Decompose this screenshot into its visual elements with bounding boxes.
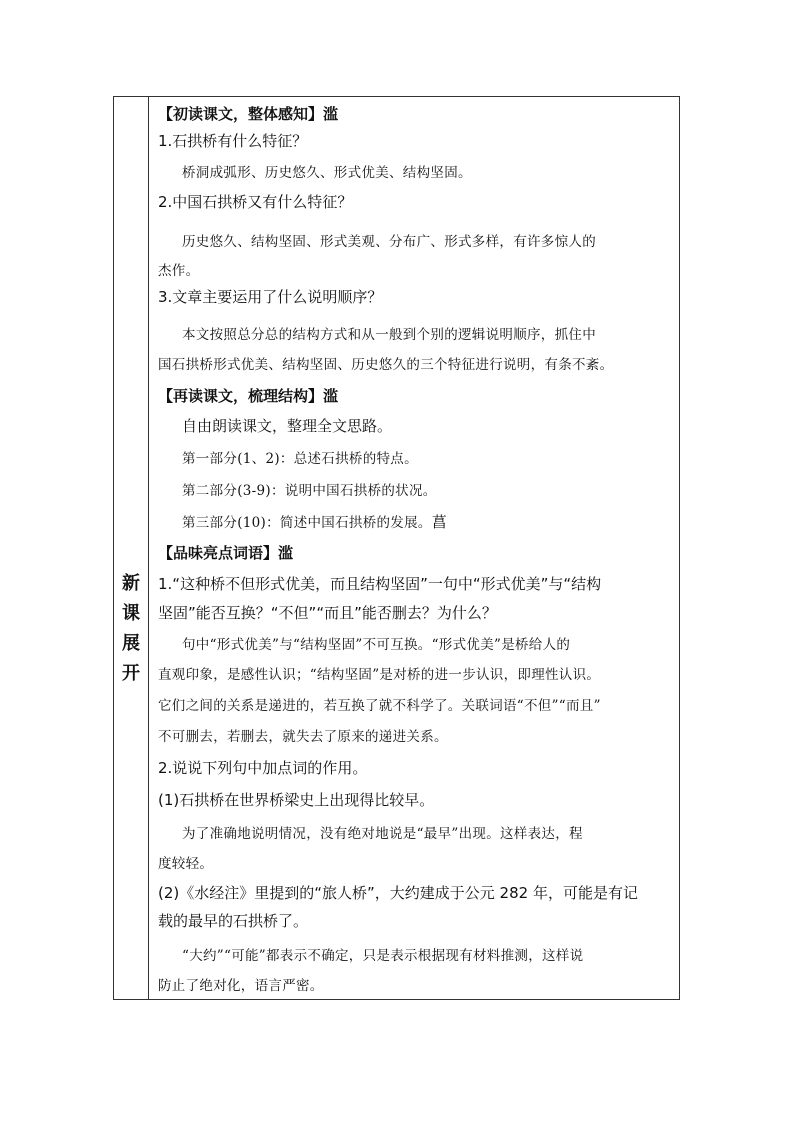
side-label-char: 课 bbox=[122, 603, 140, 624]
section-heading bbox=[158, 385, 671, 406]
sub-question: (2)《水经注》里提到的“旅人桥”，大约建成于公元 282 年，可能是有记 bbox=[158, 884, 638, 902]
answer: 防止了绝对化，语言严密。 bbox=[158, 978, 324, 994]
question: 坚固”能否互换？“不但”“而且”能否删去？为什么？ bbox=[158, 604, 497, 622]
question: 1.“这种桥不但形式优美，而且结构坚固”一句中“形式优美”与“结构 bbox=[158, 575, 602, 593]
section-heading-text: 【品味亮点词语】 bbox=[158, 544, 279, 562]
answer: 句中“形式优美”与“结构坚固”不可互换。“形式优美”是桥给人的 bbox=[182, 637, 571, 653]
answer: 直观印象，是感性认识；“结构坚固”是对桥的进一步认识，即理性认识。 bbox=[158, 667, 601, 683]
answer: 桥洞成弧形、历史悠久、形式优美、结构坚固。 bbox=[182, 165, 472, 181]
structure-part-text: 第三部分(10)：简述中国石拱桥的发展。 bbox=[182, 515, 432, 531]
answer: 不可删去，若删去，就失去了原来的递进关系。 bbox=[158, 729, 448, 745]
section-heading bbox=[158, 542, 671, 563]
answer: 历史悠久、结构坚固、形式美观、分布广、形式多样，有许多惊人的 bbox=[182, 234, 596, 250]
answer: 杰作。 bbox=[158, 263, 200, 279]
side-label-column bbox=[114, 97, 149, 999]
answer: “大约”“可能”都表示不确定，只是表示根据现有材料推测，这样说 bbox=[182, 948, 584, 964]
heading-mark: 滥 bbox=[323, 387, 339, 405]
heading-mark: 滥 bbox=[278, 544, 294, 562]
question: 2.中国石拱桥又有什么特征？ bbox=[158, 193, 353, 211]
intro-text: 自由朗读课文，整理全文思路。 bbox=[182, 417, 393, 435]
side-label-char: 展 bbox=[122, 633, 140, 654]
answer: 度较轻。 bbox=[158, 856, 214, 872]
answer: 本文按照总分总的结构方式和从一般到个别的逻辑说明顺序，抓住中 bbox=[182, 327, 596, 343]
structure-part bbox=[158, 511, 671, 532]
lesson-content bbox=[150, 97, 679, 999]
lesson-table bbox=[113, 96, 680, 1000]
side-label-char: 新 bbox=[122, 573, 140, 594]
sub-question: (1)石拱桥在世界桥梁史上出现得比较早。 bbox=[158, 791, 435, 809]
answer: 为了准确地说明情况，没有绝对地说是“最早”出现。这样表达，程 bbox=[182, 826, 583, 842]
section-heading-text: 【初读课文，整体感知】 bbox=[158, 105, 324, 123]
heading-mark: 滥 bbox=[323, 105, 339, 123]
section-heading bbox=[158, 103, 671, 124]
text-mark: 菖 bbox=[431, 513, 448, 531]
answer: 国石拱桥形式优美、结构坚固、历史悠久的三个特征进行说明，有条不紊。 bbox=[158, 357, 614, 373]
question: 2.说说下列句中加点词的作用。 bbox=[158, 759, 368, 777]
side-label-char: 开 bbox=[122, 663, 140, 684]
side-label bbox=[114, 569, 148, 689]
question: 3.文章主要运用了什么说明顺序？ bbox=[158, 288, 383, 306]
section-heading-text: 【再读课文，梳理结构】 bbox=[158, 387, 324, 405]
sub-question: 载的最早的石拱桥了。 bbox=[158, 912, 309, 930]
structure-part: 第一部分(1、2)：总述石拱桥的特点。 bbox=[182, 451, 418, 467]
structure-part: 第二部分(3-9)：说明中国石拱桥的状况。 bbox=[182, 483, 437, 499]
answer: 它们之间的关系是递进的，若互换了就不科学了。关联词语“不但”“而且” bbox=[158, 698, 601, 714]
question: 1.石拱桥有什么特征？ bbox=[158, 132, 308, 150]
